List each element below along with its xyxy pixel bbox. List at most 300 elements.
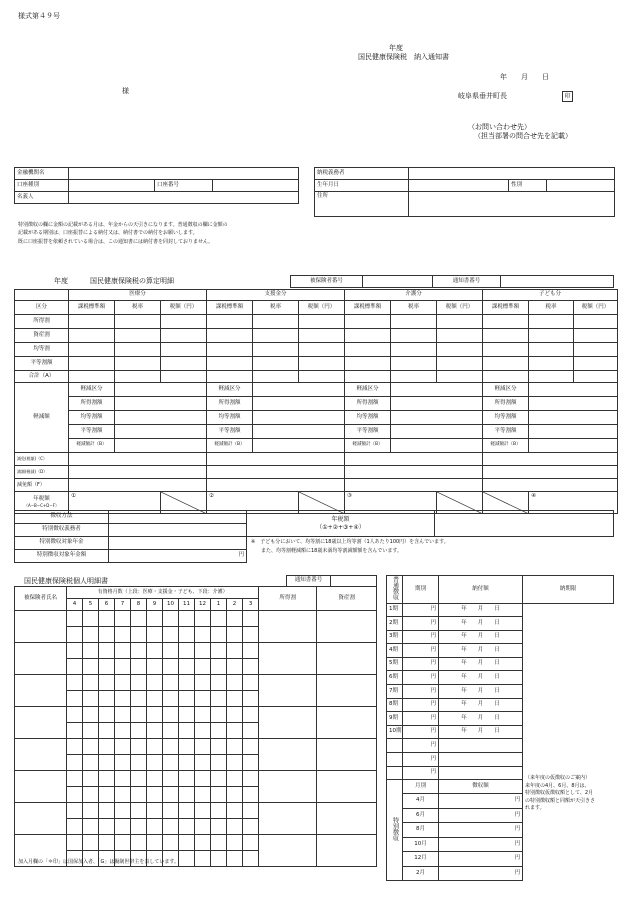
month-cell[interactable]	[243, 851, 259, 867]
month-cell[interactable]	[195, 851, 211, 867]
keigen-kubun: 軽減区分	[345, 383, 391, 397]
month-cell[interactable]	[131, 803, 147, 819]
month-cell[interactable]	[163, 675, 179, 691]
month-cell[interactable]	[131, 627, 147, 643]
month-cell[interactable]	[211, 611, 227, 627]
side-note-line: 来年度の4月、6月、8月は、	[525, 782, 590, 789]
month-cell[interactable]	[211, 851, 227, 867]
month-cell[interactable]	[99, 723, 115, 739]
month-cell[interactable]	[147, 659, 163, 675]
month-cell[interactable]	[83, 835, 99, 851]
month-cell[interactable]	[131, 787, 147, 803]
month-cell[interactable]	[227, 739, 243, 755]
month-cell[interactable]	[115, 771, 131, 787]
month-cell[interactable]	[211, 691, 227, 707]
month-cell[interactable]	[243, 755, 259, 771]
month-cell[interactable]	[115, 691, 131, 707]
month-cell[interactable]	[131, 675, 147, 691]
insured-name-field[interactable]	[15, 675, 67, 707]
deadline-date: 年 月 日	[439, 644, 523, 658]
amount-yen: 円	[403, 753, 439, 767]
month-cell[interactable]	[147, 803, 163, 819]
month-cell[interactable]	[115, 787, 131, 803]
calc-corner	[15, 290, 69, 301]
month-cell[interactable]	[147, 691, 163, 707]
account-holder-field[interactable]	[69, 192, 299, 204]
month-cell[interactable]	[179, 819, 195, 835]
taxpayer-label: 納税義務者	[315, 168, 409, 180]
month-cell[interactable]	[195, 819, 211, 835]
col-base: 課税標準額	[207, 301, 253, 315]
month-cell[interactable]	[83, 691, 99, 707]
notice-no-field[interactable]	[501, 276, 614, 288]
month-cell[interactable]	[83, 755, 99, 771]
month-cell[interactable]	[131, 611, 147, 627]
month-cell[interactable]	[163, 707, 179, 723]
month-cell[interactable]	[211, 771, 227, 787]
month-cell[interactable]	[195, 803, 211, 819]
birth-field[interactable]	[409, 180, 509, 192]
month-cell[interactable]	[243, 611, 259, 627]
month-cell[interactable]	[99, 803, 115, 819]
month-cell[interactable]	[227, 835, 243, 851]
col-rate: 税率	[115, 301, 161, 315]
month-cell[interactable]	[211, 643, 227, 659]
month-cell[interactable]	[99, 611, 115, 627]
month-cell[interactable]	[147, 723, 163, 739]
deadline-date: 年 月 日	[439, 657, 523, 671]
payment-table	[386, 575, 614, 881]
month-cell[interactable]	[163, 739, 179, 755]
month-cell[interactable]	[67, 675, 83, 691]
asset-field[interactable]	[317, 675, 377, 707]
month-cell[interactable]	[163, 611, 179, 627]
month-cell[interactable]	[211, 707, 227, 723]
month-cell[interactable]	[195, 771, 211, 787]
pension-amount-yen: 円	[109, 550, 247, 563]
table-row	[15, 771, 377, 787]
month-cell[interactable]	[131, 819, 147, 835]
month-cell[interactable]	[163, 723, 179, 739]
side-note	[525, 775, 595, 813]
month-cell[interactable]	[67, 739, 83, 755]
col-tax: 税額（円）	[574, 301, 618, 315]
month-cell[interactable]	[147, 771, 163, 787]
month-cell[interactable]	[83, 723, 99, 739]
month-cell[interactable]	[195, 739, 211, 755]
keigen-kubun: 軽減区分	[483, 383, 529, 397]
month-cell[interactable]	[115, 675, 131, 691]
month-cell[interactable]	[67, 835, 83, 851]
month-cell[interactable]	[163, 771, 179, 787]
pension-field[interactable]	[109, 537, 247, 550]
insured-name-header: 被保険者氏名	[15, 587, 67, 611]
toku-month: 6月	[403, 808, 439, 823]
toku-yen: 円	[439, 866, 523, 881]
insured-name-field[interactable]	[15, 739, 67, 771]
futsu-text: 普通徴収	[391, 576, 399, 600]
month-cell[interactable]	[211, 819, 227, 835]
income-field[interactable]	[259, 611, 317, 643]
month-cell[interactable]	[179, 739, 195, 755]
month-cell[interactable]	[227, 755, 243, 771]
keigen-total-b: 軽減額計（B）	[483, 439, 529, 453]
row-asset: 資産割	[15, 329, 69, 343]
month-cell[interactable]	[67, 787, 83, 803]
month-cell[interactable]	[243, 739, 259, 755]
month-cell[interactable]	[115, 627, 131, 643]
month-cell[interactable]	[243, 835, 259, 851]
month-cell[interactable]	[195, 723, 211, 739]
calc-id-table	[290, 275, 614, 288]
month-cell[interactable]	[147, 739, 163, 755]
month-cell[interactable]	[211, 723, 227, 739]
month-cell[interactable]	[195, 659, 211, 675]
contact-label: （お問い合わせ先）	[468, 123, 531, 131]
month-cell[interactable]	[179, 755, 195, 771]
payment-row	[387, 603, 614, 617]
month-cell[interactable]	[195, 691, 211, 707]
month-cell[interactable]	[163, 643, 179, 659]
income-field[interactable]	[259, 707, 317, 739]
calc-note-2: また、均等割軽減額に18歳未満均等割減額額を含んでいます。	[251, 548, 402, 554]
asset-field[interactable]	[317, 835, 377, 867]
month-cell[interactable]	[179, 611, 195, 627]
month-cell[interactable]	[243, 691, 259, 707]
col-tax: 税額（円）	[299, 301, 345, 315]
month-cell[interactable]	[83, 675, 99, 691]
month-cell[interactable]	[67, 803, 83, 819]
month-cell[interactable]	[115, 659, 131, 675]
month-cell[interactable]	[131, 835, 147, 851]
header-year: 年度	[389, 44, 403, 52]
month-cell[interactable]	[195, 675, 211, 691]
month-cell[interactable]	[211, 835, 227, 851]
month-cell[interactable]	[131, 739, 147, 755]
period-cell: 8期	[387, 698, 403, 712]
month-cell[interactable]	[195, 643, 211, 659]
row-reduction-d: 減額(軽減)（D）	[15, 466, 69, 479]
month-cell[interactable]	[115, 723, 131, 739]
income-field[interactable]	[259, 771, 317, 803]
period-cell: 5期	[387, 657, 403, 671]
month-cell[interactable]	[227, 803, 243, 819]
month-cell[interactable]	[99, 787, 115, 803]
period-cell: 3期	[387, 630, 403, 644]
month-cell[interactable]	[243, 627, 259, 643]
futsu-label	[387, 576, 403, 604]
month-cell[interactable]	[83, 707, 99, 723]
month-cell[interactable]	[67, 659, 83, 675]
deadline-date: 年 月 日	[439, 630, 523, 644]
month-cell[interactable]	[115, 835, 131, 851]
side-note-line: 特別徴収仮徴収額として、2月	[525, 790, 594, 796]
month-cell[interactable]	[211, 803, 227, 819]
month-cell[interactable]	[67, 611, 83, 627]
month-cell[interactable]	[163, 755, 179, 771]
asset-field[interactable]	[317, 643, 377, 675]
month-cell[interactable]	[115, 643, 131, 659]
account-number-label: 口座番号	[155, 180, 213, 192]
table-row	[15, 835, 377, 851]
insured-name-field[interactable]	[15, 611, 67, 643]
amount-yen: 円	[403, 739, 439, 753]
account-type-field[interactable]	[69, 180, 155, 192]
toku-month: 10月	[403, 837, 439, 852]
month-cell[interactable]	[67, 755, 83, 771]
month-cell[interactable]	[131, 771, 147, 787]
insured-name-field[interactable]	[15, 771, 67, 803]
month-cell[interactable]	[163, 819, 179, 835]
month-cell[interactable]	[179, 643, 195, 659]
side-note-line: （来年度の仮徴収のご案内）	[525, 775, 591, 781]
month-cell[interactable]	[131, 659, 147, 675]
month-cell[interactable]	[179, 803, 195, 819]
month-cell[interactable]	[115, 611, 131, 627]
month-cell[interactable]	[115, 803, 131, 819]
month-cell[interactable]	[67, 723, 83, 739]
month-cell[interactable]	[227, 707, 243, 723]
month-cell[interactable]	[147, 819, 163, 835]
month-cell[interactable]	[227, 691, 243, 707]
month-cell[interactable]	[227, 723, 243, 739]
payment-row	[387, 725, 614, 739]
month-cell[interactable]	[195, 755, 211, 771]
calc-year: 年度	[54, 277, 68, 285]
month-cell[interactable]	[131, 707, 147, 723]
month-cell[interactable]	[195, 627, 211, 643]
month-cell[interactable]	[179, 835, 195, 851]
month-cell[interactable]	[67, 643, 83, 659]
month-cell[interactable]	[99, 819, 115, 835]
toku-row	[387, 866, 614, 881]
month-cell[interactable]	[67, 771, 83, 787]
asset-field[interactable]	[317, 739, 377, 771]
month-cell[interactable]	[243, 659, 259, 675]
month-cell[interactable]	[243, 723, 259, 739]
month-cell[interactable]	[99, 659, 115, 675]
period-cell: 6期	[387, 671, 403, 685]
month-cell[interactable]	[243, 787, 259, 803]
month-cell[interactable]	[99, 739, 115, 755]
month-cell[interactable]	[83, 819, 99, 835]
month-cell[interactable]	[163, 787, 179, 803]
month-cell[interactable]	[227, 675, 243, 691]
insured-name-field[interactable]	[15, 643, 67, 675]
month-cell[interactable]	[195, 611, 211, 627]
amount-yen: 円	[403, 766, 439, 780]
period-cell	[387, 753, 403, 767]
month-cell[interactable]	[211, 755, 227, 771]
period-cell	[387, 739, 403, 753]
month-cell[interactable]	[67, 707, 83, 723]
month-cell[interactable]	[99, 627, 115, 643]
month-cell[interactable]	[211, 659, 227, 675]
month-cell[interactable]	[147, 627, 163, 643]
month-cell[interactable]	[115, 755, 131, 771]
month-cell[interactable]	[195, 835, 211, 851]
month-cell[interactable]	[163, 627, 179, 643]
month-cell[interactable]	[99, 707, 115, 723]
toku-yen: 円	[439, 837, 523, 852]
month-cell[interactable]	[147, 643, 163, 659]
month-cell[interactable]	[67, 627, 83, 643]
month-cell[interactable]	[243, 643, 259, 659]
month-header: 8	[131, 599, 147, 611]
month-cell[interactable]	[115, 739, 131, 755]
month-cell[interactable]	[147, 675, 163, 691]
month-cell[interactable]	[163, 659, 179, 675]
month-cell[interactable]	[99, 755, 115, 771]
month-cell[interactable]	[211, 675, 227, 691]
income-field[interactable]	[259, 643, 317, 675]
month-cell[interactable]	[227, 819, 243, 835]
month-cell[interactable]	[99, 835, 115, 851]
income-field[interactable]	[259, 675, 317, 707]
month-cell[interactable]	[131, 691, 147, 707]
month-cell[interactable]	[243, 675, 259, 691]
month-cell[interactable]	[179, 771, 195, 787]
insured-no-field[interactable]	[363, 276, 433, 288]
keigen-kubun: 軽減区分	[69, 383, 115, 397]
month-cell[interactable]	[147, 707, 163, 723]
month-cell[interactable]	[179, 851, 195, 867]
asset-field[interactable]	[317, 803, 377, 835]
taxpayer-table	[314, 167, 615, 217]
month-header: 5	[83, 599, 99, 611]
income-field[interactable]	[259, 835, 317, 867]
indiv-notice-label: 通知書番号	[287, 576, 331, 587]
asset-field[interactable]	[317, 611, 377, 643]
method-field[interactable]	[109, 511, 247, 524]
month-cell[interactable]	[179, 627, 195, 643]
month-cell[interactable]	[83, 659, 99, 675]
income-field[interactable]	[259, 803, 317, 835]
taxpayer-field[interactable]	[409, 168, 615, 180]
month-cell[interactable]	[83, 739, 99, 755]
note-line-3: 既に口座振替を依頼されている場合は、この通知書には納付書を同封しておりません。	[18, 239, 214, 245]
month-cell[interactable]	[99, 643, 115, 659]
month-header: 9	[147, 599, 163, 611]
month-cell[interactable]	[227, 787, 243, 803]
insured-name-field[interactable]	[15, 707, 67, 739]
account-number-field[interactable]	[213, 180, 299, 192]
month-cell[interactable]	[163, 691, 179, 707]
month-cell[interactable]	[227, 851, 243, 867]
month-cell[interactable]	[67, 691, 83, 707]
month-cell[interactable]	[99, 675, 115, 691]
month-cell[interactable]	[163, 835, 179, 851]
month-cell[interactable]	[83, 643, 99, 659]
month-cell[interactable]	[243, 819, 259, 835]
pension-label: 特別徴収対象年金	[15, 537, 109, 550]
month-cell[interactable]	[227, 627, 243, 643]
row-per-household: 平等割額	[15, 357, 69, 371]
month-cell[interactable]	[227, 771, 243, 787]
month-cell[interactable]	[131, 755, 147, 771]
period-cell: 7期	[387, 685, 403, 699]
month-cell[interactable]	[147, 787, 163, 803]
bank-name-field[interactable]	[69, 168, 299, 180]
deadline-date: 年 月 日	[439, 685, 523, 699]
month-cell[interactable]	[83, 803, 99, 819]
month-cell[interactable]	[179, 675, 195, 691]
month-cell[interactable]	[195, 707, 211, 723]
month-header: 11	[179, 599, 195, 611]
month-cell[interactable]	[243, 771, 259, 787]
month-cell[interactable]	[211, 627, 227, 643]
pension-amount-label: 特別徴収対象年金額	[15, 550, 109, 563]
address-field[interactable]	[409, 192, 615, 217]
month-cell[interactable]	[211, 787, 227, 803]
month-cell[interactable]	[99, 771, 115, 787]
total-cell	[247, 511, 435, 537]
total-formula: （①+②+③+④）	[316, 523, 365, 531]
seal-mark: 印	[562, 91, 573, 102]
month-cell[interactable]	[163, 803, 179, 819]
amount-yen: 円	[403, 671, 439, 685]
income-field[interactable]	[259, 739, 317, 771]
month-cell[interactable]	[147, 755, 163, 771]
month-cell[interactable]	[99, 691, 115, 707]
issue-date: 年 月 日	[500, 73, 549, 81]
period-cell: 9期	[387, 712, 403, 726]
month-cell[interactable]	[83, 611, 99, 627]
month-cell[interactable]	[195, 787, 211, 803]
month-cell[interactable]	[131, 643, 147, 659]
month-cell[interactable]	[227, 659, 243, 675]
month-cell[interactable]	[131, 723, 147, 739]
keigen-per-capita: 均等割額	[483, 411, 529, 425]
toku-amount-header: 徴収額	[439, 780, 523, 794]
month-cell[interactable]	[83, 627, 99, 643]
asset-field[interactable]	[317, 707, 377, 739]
month-cell[interactable]	[179, 723, 195, 739]
month-cell[interactable]	[67, 819, 83, 835]
gender-field[interactable]	[547, 180, 615, 192]
month-cell[interactable]	[115, 819, 131, 835]
col-tax: 税額（円）	[437, 301, 483, 315]
month-cell[interactable]	[227, 611, 243, 627]
month-header: 6	[99, 599, 115, 611]
month-cell[interactable]	[83, 771, 99, 787]
month-cell[interactable]	[147, 611, 163, 627]
toku-month: 4月	[403, 794, 439, 809]
birth-label: 生年月日	[315, 180, 409, 192]
month-cell[interactable]	[179, 707, 195, 723]
month-cell[interactable]	[179, 691, 195, 707]
month-cell[interactable]	[115, 707, 131, 723]
asset-field[interactable]	[317, 771, 377, 803]
month-cell[interactable]	[227, 643, 243, 659]
month-cell[interactable]	[147, 835, 163, 851]
month-cell[interactable]	[211, 739, 227, 755]
month-cell[interactable]	[83, 787, 99, 803]
notice-no-label: 通知書番号	[433, 276, 501, 288]
month-cell[interactable]	[243, 803, 259, 819]
month-cell[interactable]	[179, 659, 195, 675]
month-cell[interactable]	[179, 787, 195, 803]
indiv-notice-field[interactable]	[331, 576, 377, 587]
month-cell[interactable]	[243, 707, 259, 723]
table-row	[15, 707, 377, 723]
total-field[interactable]	[435, 511, 614, 537]
payment-row	[387, 644, 614, 658]
months-header: 有資格月数（上段：医療・支援金・子ども、下段：介護）	[67, 587, 259, 599]
insured-name-field[interactable]	[15, 803, 67, 835]
toku-row	[387, 837, 614, 852]
tokucho-person-field[interactable]	[109, 524, 247, 537]
